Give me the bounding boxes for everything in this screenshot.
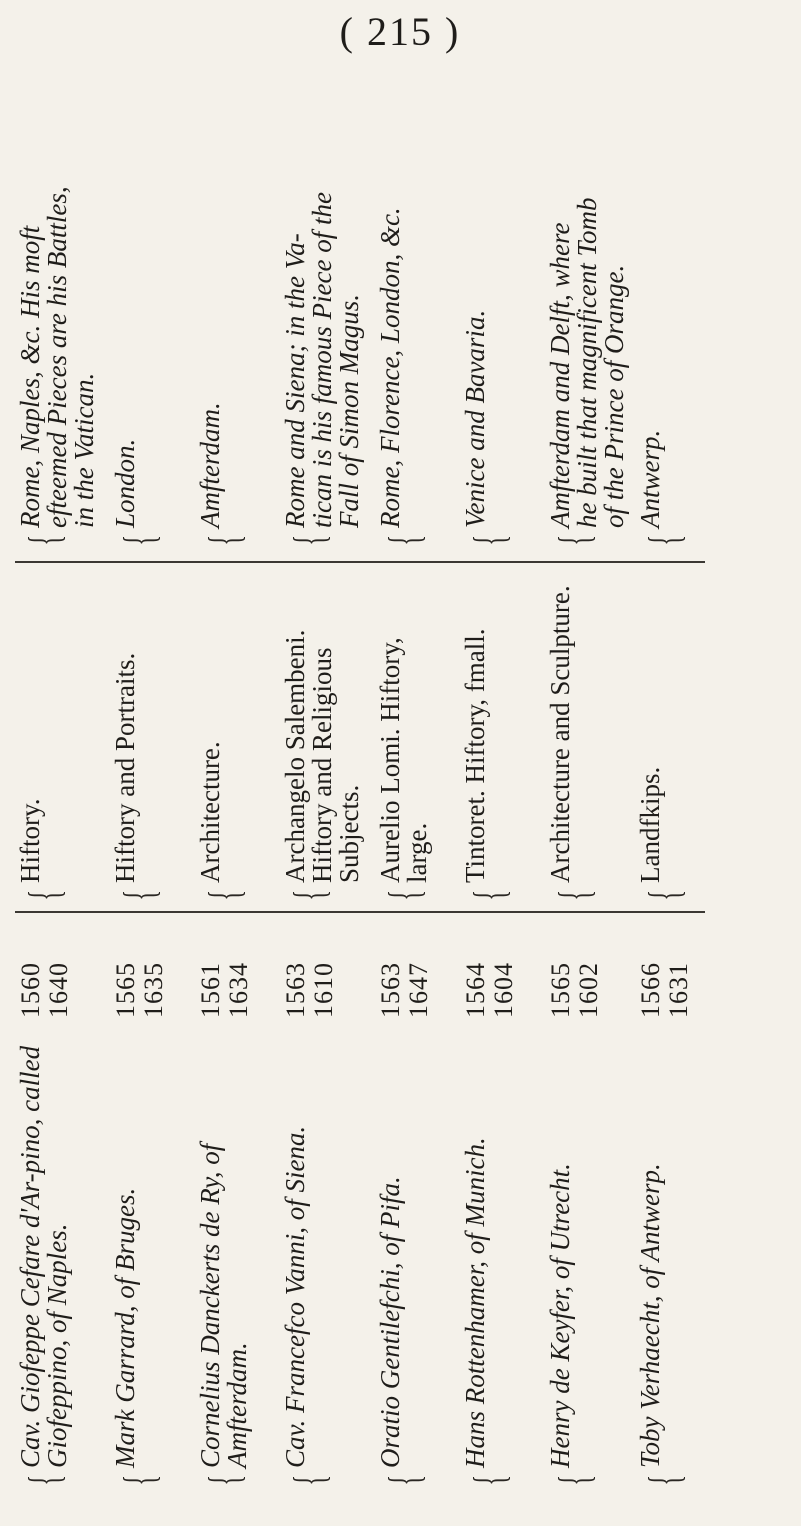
year-born: 1565	[111, 962, 140, 1018]
place-line: Antwerp.	[635, 429, 665, 528]
place-line: of the Prince of Orange.	[599, 264, 629, 528]
year-died: 1631	[664, 962, 693, 1018]
table-row: { Hans Rottenhamer, of Munich. 1564 1604 { Tintoret. Hiftory, fmall. { Venice and Bavaria.	[460, 70, 538, 1490]
subject-text: Tintoret. Hiftory, fmall.	[460, 628, 490, 883]
place-line: Rome and Siena; in the Va-	[280, 233, 310, 528]
subject-text: Archangelo Salembeni. Hiftory and Religious Subjects.	[280, 629, 364, 883]
table-row: { Cornelius Danckerts de Ry, of Amfterdam. 1561 1634 { Architecture. { Amfterdam.	[195, 70, 273, 1490]
table-row: { Mark Garrard, of Bruges. 1565 1635 { Hiftory and Portraits. { London.	[110, 70, 188, 1490]
table-row: { Toby Verhaecht, of Antwerp. 1566 1631 { Landfkips. { Antwerp.	[635, 70, 713, 1490]
painter-name: Mark Garrard, of Bruges.	[110, 1187, 140, 1468]
painter-name: Cornelius Danckerts de Ry, of Amfterdam.	[195, 1143, 252, 1468]
year-born: 1563	[376, 962, 405, 1018]
year-died: 1604	[489, 962, 518, 1018]
place-line: Amfterdam and Delft, where	[545, 222, 575, 528]
place-line: Rome, Florence, London, &c.	[375, 207, 405, 528]
subject-text: Hiftory and Portraits.	[110, 652, 140, 883]
subject-text: Aurelio Lomi. Hiftory, large.	[375, 637, 432, 883]
place-line: tican is his famous Piece of the	[307, 192, 337, 528]
year-born: 1560	[16, 962, 45, 1018]
place-line: he built that magnificent Tomb	[572, 197, 602, 528]
year-died: 1610	[309, 962, 338, 1018]
painter-name: Oratio Gentilefchi, of Pifa.	[375, 1176, 405, 1468]
table-row: { Oratio Gentilefchi, of Pifa. 1563 1647 { Aurelio Lomi. Hiftory, large. { Rome, Florence, London, &c.	[375, 70, 453, 1490]
subject-text: Hiftory.	[15, 798, 45, 883]
painters-table	[15, 70, 705, 1490]
year-born: 1566	[636, 962, 665, 1018]
table-row: { Cav. Francefco Vanni, of Siena. 1563 1610 { Archangelo Salembeni. Hiftory and Religious Subjects. { Rome and Siena; in the Va- tican is his famous Piece of the Fall of Simon Magus.	[280, 70, 358, 1490]
subject-text: Landfkips.	[635, 766, 665, 883]
subject-text: Architecture and Sculpture.	[545, 585, 575, 883]
year-died: 1647	[404, 962, 433, 1018]
painter-name: Cav. Giofeppe Cefare d'Ar-pino, called Giofeppino, of Naples.	[15, 1045, 72, 1468]
year-died: 1635	[139, 962, 168, 1018]
table-row: { Cav. Giofeppe Cefare d'Ar-pino, called Giofeppino, of Naples. 1560 1640 { Hiftory. { Rome, Naples, &c. His moft efteemed Pieces are his Battles, in the Vatican.	[15, 70, 93, 1490]
place-line: efteemed Pieces are his Battles,	[42, 186, 72, 528]
table-row: { Henry de Keyfer, of Utrecht. 1565 1602 { Architecture and Sculpture. { Amfterdam and Delft, where he built that magnificent Tomb of the Prince of Orange.	[545, 70, 623, 1490]
place-line: Amfterdam.	[195, 402, 225, 528]
subject-text: Architecture.	[195, 741, 225, 883]
place-line: Rome, Naples, &c. His moft	[15, 225, 45, 528]
year-born: 1564	[461, 962, 490, 1018]
year-born: 1565	[546, 962, 575, 1018]
year-died: 1640	[44, 962, 73, 1018]
place-line: Venice and Bavaria.	[460, 309, 490, 528]
painter-name: Cav. Francefco Vanni, of Siena.	[280, 1125, 310, 1468]
page-number: ( 215 )	[339, 9, 461, 54]
painter-name: Toby Verhaecht, of Antwerp.	[635, 1163, 665, 1468]
year-died: 1602	[574, 962, 603, 1018]
year-born: 1561	[196, 962, 225, 1018]
painter-name: Henry de Keyfer, of Utrecht.	[545, 1163, 575, 1468]
year-born: 1563	[281, 962, 310, 1018]
place-line: in the Vatican.	[69, 372, 99, 528]
year-died: 1634	[224, 962, 253, 1018]
place-line: London.	[110, 438, 140, 528]
painter-name: Hans Rottenhamer, of Munich.	[460, 1137, 490, 1468]
place-line: Fall of Simon Magus.	[334, 294, 364, 528]
